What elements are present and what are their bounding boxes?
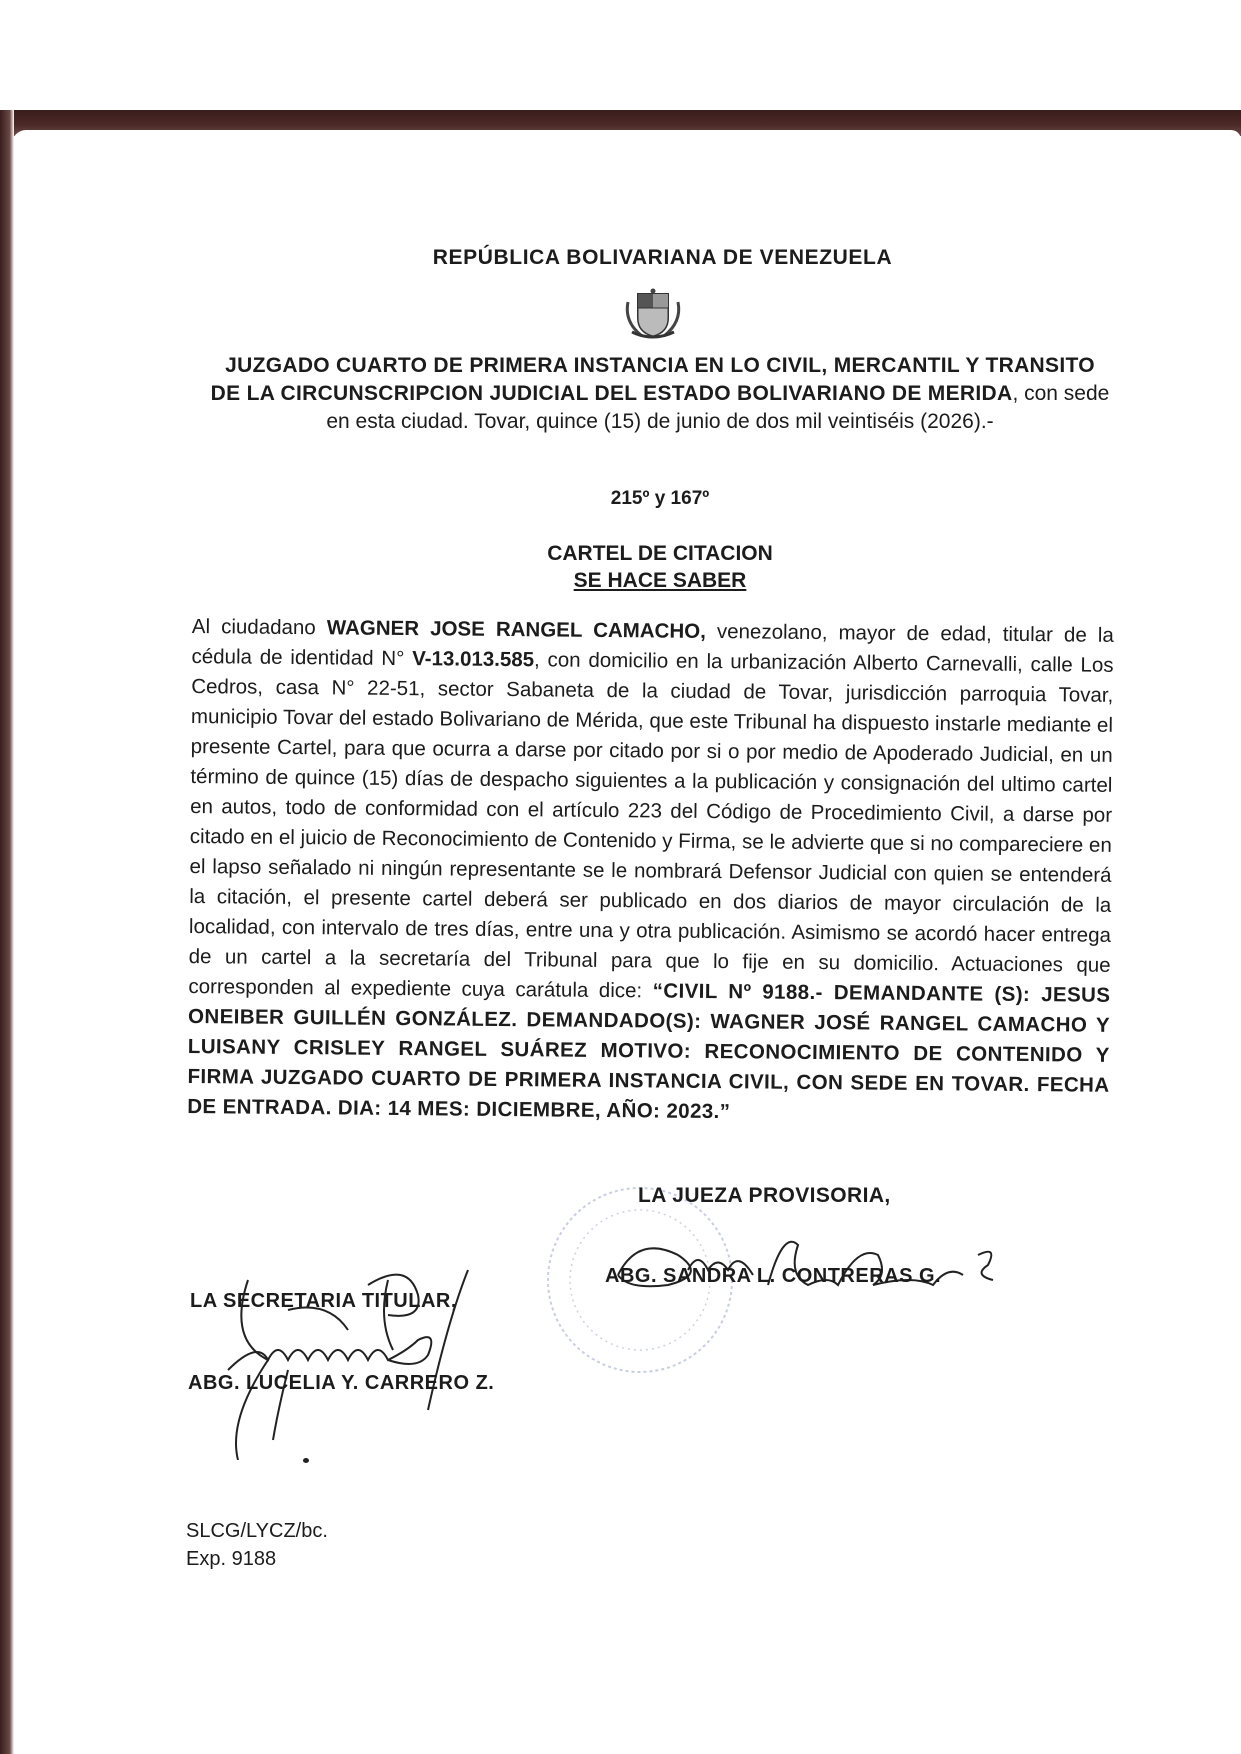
- initials: SLCG/LYCZ/bc.: [186, 1520, 328, 1542]
- footer-references: [186, 1517, 328, 1573]
- expediente-number: Exp. 9188: [186, 1548, 277, 1570]
- secretary-name: ABG. LUCELIA Y. CARRERO Z.: [188, 1372, 495, 1394]
- secretary-signature-icon: [208, 1260, 548, 1460]
- body-paragraph: [187, 612, 1114, 1131]
- court-heading: [210, 352, 1110, 436]
- court-location-date: , con sede en esta ciudad. Tovar, quince (15) de junio de dos mil veintiséis (2026).-: [326, 382, 1110, 433]
- coat-of-arms-icon: [620, 288, 686, 342]
- scan-left-edge: [0, 110, 14, 1754]
- cartel-title: CARTEL DE CITACION: [547, 542, 773, 565]
- judge-name: ABG. SANDRA L. CONTRERAS G.: [605, 1265, 942, 1287]
- cedula-number: V-13.013.585: [412, 647, 535, 672]
- country-heading: REPÚBLICA BOLIVARIANA DE VENEZUELA: [432, 246, 893, 269]
- case-caption: “CIVIL Nº 9188.- DEMANDANTE (S): JESUS ONEIBER GUILLÉN GONZÁLEZ. DEMANDADO(S): WAGNER JOSÉ RANGEL CAMACHO Y LUISANY CRISLEY RANGEL SUÁREZ MOTIVO: RECONOCIMIENTO DE CONTENIDO Y FIRMA JUZGADO CUARTO DE PRIMERA INSTANCIA CIVIL, CON SEDE EN TOVAR. FECHA DE ENTRADA. DIA: 14 MES: DICIEMBRE, AÑO: 2023.”: [187, 979, 1111, 1124]
- body-text-2: venezolano, mayor de edad, titular de la cédula de identidad N°: [191, 619, 1114, 671]
- body-text-3: , con domicilio en la urbanización Alberto Carnevalli, calle Los Cedros, casa N° 22-51, sector Sabaneta de la ciudad de Tovar, jurisdicción parroquia Tovar, municipio Tovar del estado Bolivariano de Mérida, que este Tribunal ha dispuesto instarle mediante el presente Cartel, para que ocurra a darse por citado por si o por medio de Apoderado Judicial, en un término de quince (15) días de despacho siguientes a la publicación y consignación del ultimo cartel en autos, todo de conformidad con el artículo 223 del Código de Procedimiento Civil, a darse por citado en el juicio de Reconocimiento de Contenido y Firma, se le advierte que si no compareciere en el lapso señalado ni ningún representante se le nombrará Defensor Judicial con quien se entenderá la citación, el presente cartel deberá ser publicado en dos diarios de mayor circulación de la localidad, con intervalo de tres días, entre una y otra publicación. Asimismo se acordó hacer entrega de un cartel a la secretaría del Tribunal para que lo fije en su domicilio. Actuaciones que corresponden al expediente cuya carátula dice:: [188, 648, 1114, 1003]
- body-intro: Al ciudadano: [191, 614, 327, 640]
- judge-title: LA JUEZA PROVISORIA,: [638, 1184, 891, 1207]
- cartel-title-block: [0, 540, 1241, 594]
- years-line: 215º y 167º: [610, 488, 710, 509]
- ink-dot: [303, 1458, 309, 1463]
- secretary-title: LA SECRETARIA TITULAR,: [190, 1290, 457, 1312]
- judge-signature-icon: [598, 1215, 1048, 1305]
- court-name: JUZGADO CUARTO DE PRIMERA INSTANCIA EN LO CIVIL, MERCANTIL Y TRANSITO DE LA CIRCUNSCRIPCION JUDICIAL DEL ESTADO BOLIVARIANO DE MERIDA: [210, 354, 1095, 405]
- scan-top-edge: [0, 110, 1241, 136]
- cartel-subtitle: SE HACE SABER: [573, 569, 747, 592]
- cited-name: WAGNER JOSE RANGEL CAMACHO,: [326, 616, 706, 643]
